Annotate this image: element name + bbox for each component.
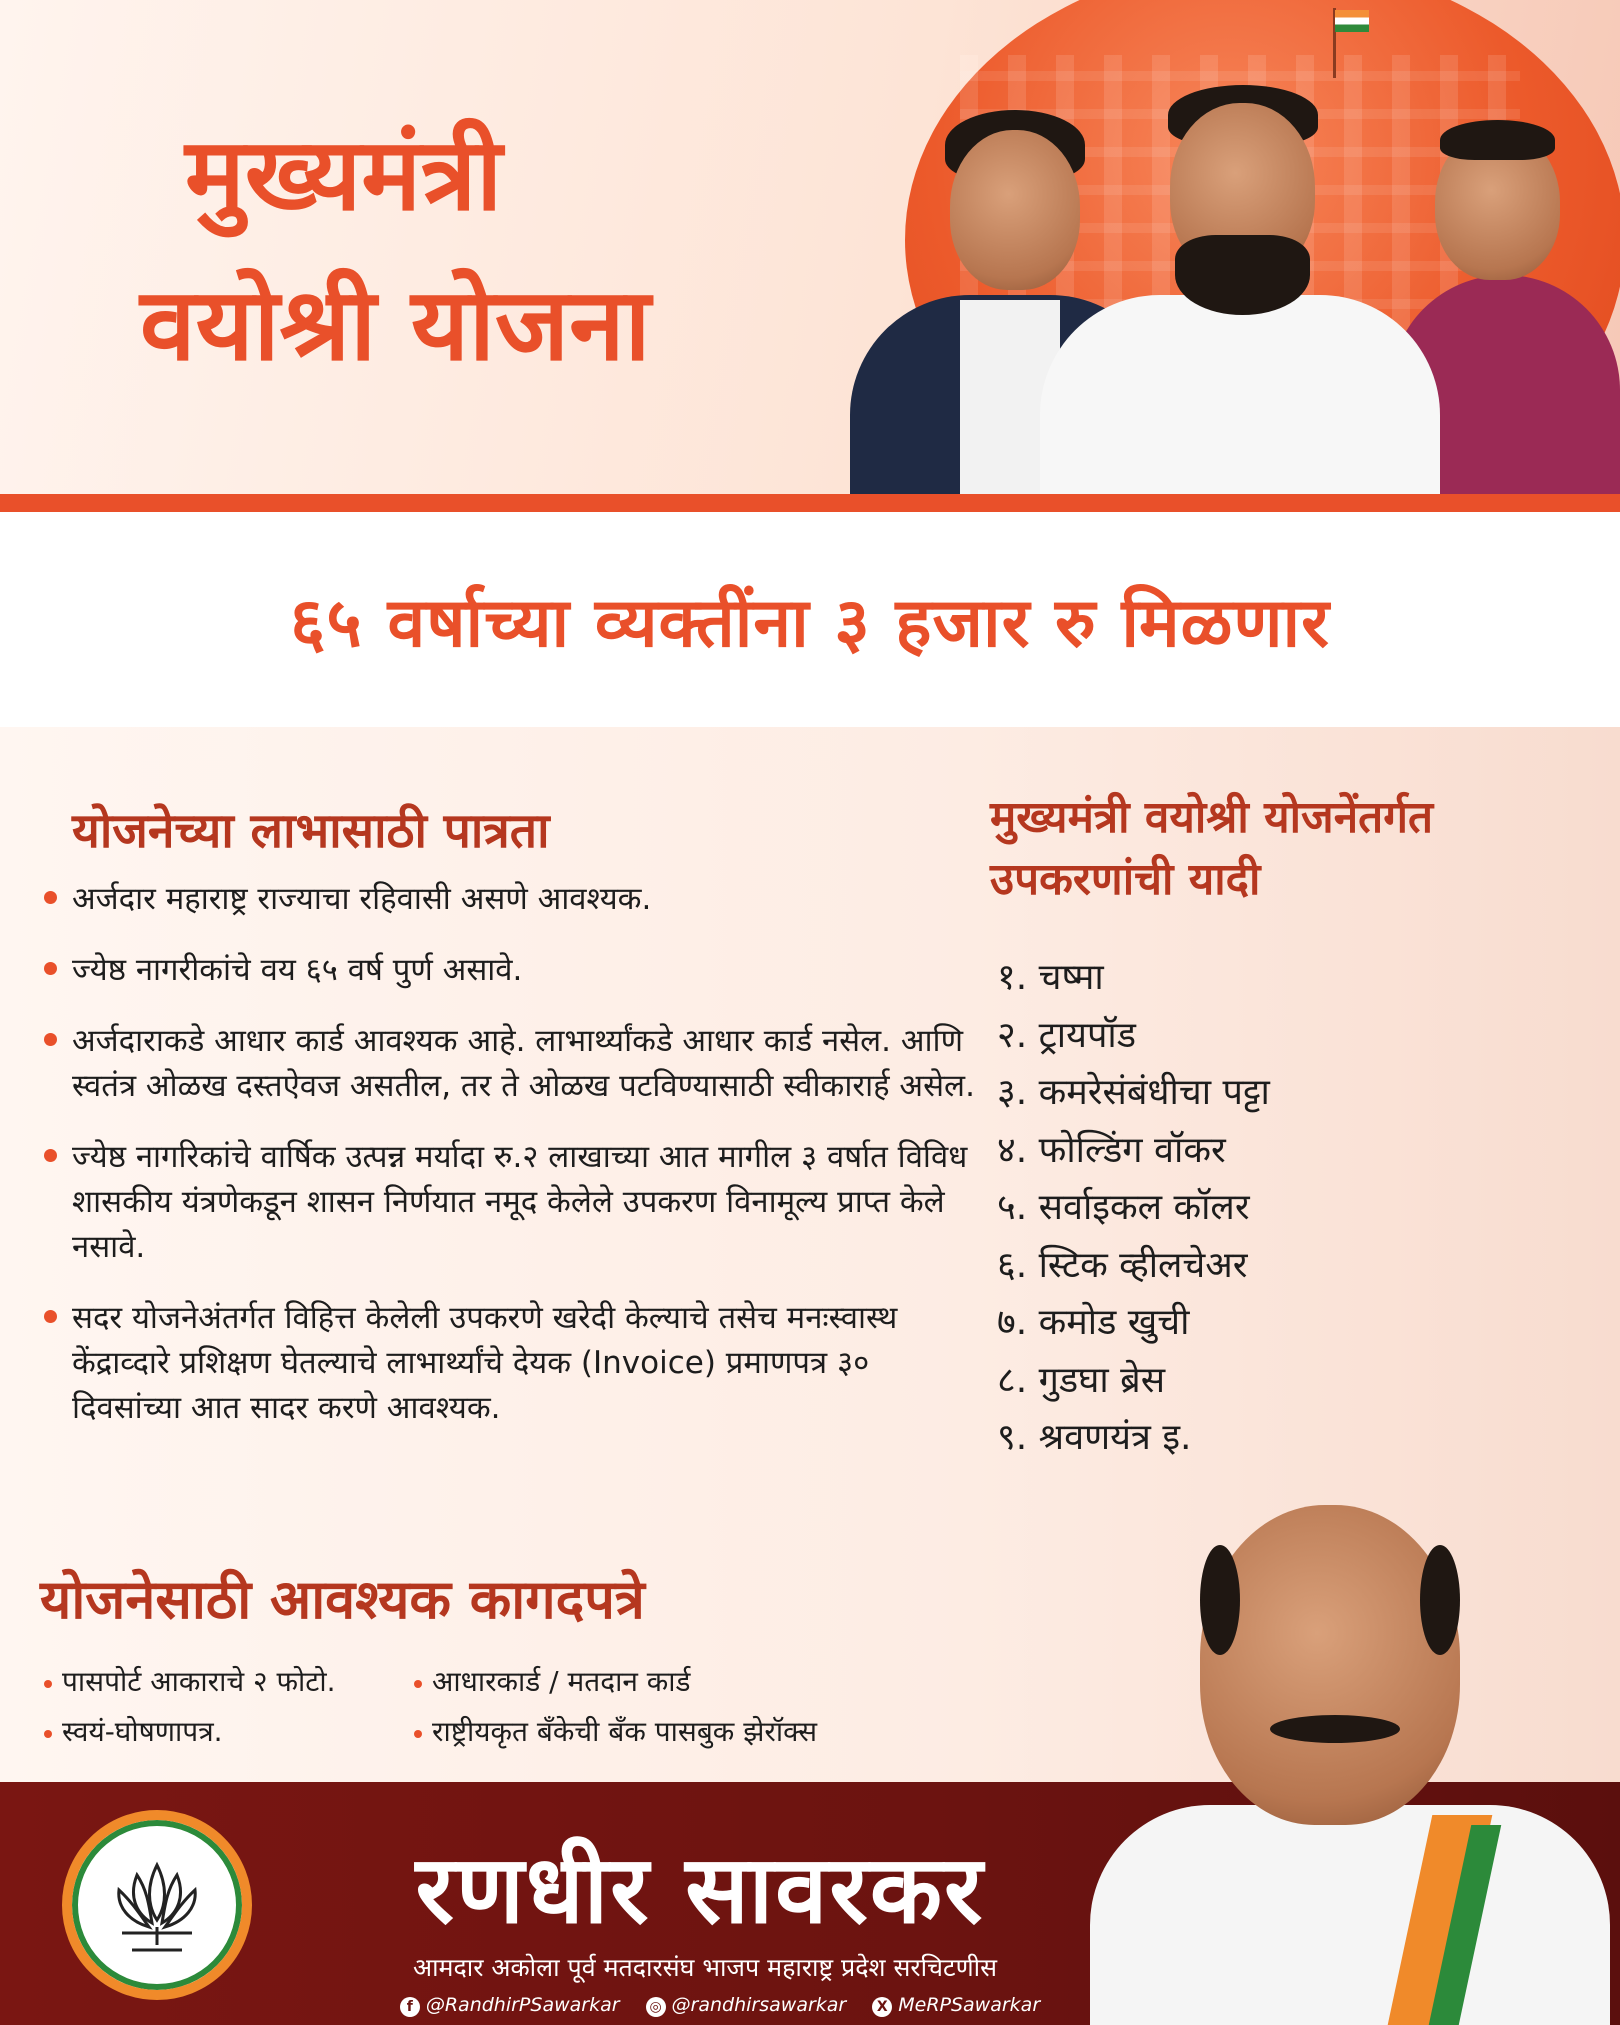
document-item: स्वयं-घोषणापत्र.	[40, 1712, 410, 1752]
mla-portrait	[1080, 1505, 1620, 2025]
equipment-item: ५. सर्वाइकल कॉलर	[997, 1187, 1250, 1228]
equipment-list	[997, 949, 1557, 1467]
headline-banner	[0, 512, 1620, 727]
equipment-title-line-2: उपकरणांची यादी	[990, 854, 1261, 905]
equipment-title	[990, 787, 1620, 911]
leader-name: रणधीर सावरकर	[415, 1835, 985, 1945]
equipment-title-line-1: मुख्यमंत्री वयोश्री योजनेंतर्गत	[990, 792, 1434, 843]
facebook-link[interactable]: f @RandhirPSawarkar	[400, 1994, 620, 2017]
document-item: राष्ट्रीयकृत बँकेची बँक पासबुक झेरॉक्स	[410, 1712, 930, 1752]
flag-icon	[1335, 10, 1369, 32]
leader-portrait-center	[1040, 85, 1440, 500]
eligibility-title: योजनेच्या लाभासाठी पात्रता	[72, 803, 550, 859]
documents-title: योजनेसाठी आवश्यक कागदपत्रे	[40, 1568, 645, 1631]
equipment-item: २. ट्रायपॉड	[997, 1014, 1136, 1056]
equipment-item: ६. स्टिक व्हीलचेअर	[997, 1244, 1248, 1286]
document-item: पासपोर्ट आकाराचे २ फोटो.	[40, 1662, 410, 1702]
equipment-item: ७. कमोड खुची	[997, 1302, 1190, 1343]
equipment-item: ८. गुडघा ब्रेस	[997, 1359, 1166, 1401]
eligibility-item: ज्येष्ठ नागरिकांचे वार्षिक उत्पन्न मर्यादा रु.२ लाखाच्या आत मागील ३ वर्षात विविध शासकीय यंत्रणेकडून शासन निर्णयात नमूद केलेले उपकरण विनामूल्य प्राप्त केले नसावे.	[40, 1135, 980, 1270]
headline-text: ६५ वर्षाच्या व्यक्तींना ३ हजार रु मिळणार	[290, 584, 1330, 663]
lotus-icon	[97, 1845, 217, 1965]
header-section	[0, 0, 1620, 500]
equipment-item: १. चष्मा	[997, 957, 1104, 998]
social-links	[360, 1994, 1080, 2017]
eligibility-list	[40, 877, 980, 1457]
title-line-1: मुख्यमंत्री	[185, 116, 503, 233]
equipment-item: ४. फोल्डिंग वॉकर	[997, 1129, 1226, 1171]
equipment-item: ९. श्रवणयंत्र इ.	[997, 1417, 1192, 1458]
page-title	[140, 100, 920, 400]
instagram-link[interactable]: ◎ @randhirsawarkar	[646, 1994, 847, 2017]
eligibility-item: अर्जदाराकडे आधार कार्ड आवश्यक आहे. लाभार्थ्यांकडे आधार कार्ड नसेल. आणि स्वतंत्र ओळख दस्तऐवज असतील, तर ते ओळख पटविण्यासाठी स्वीकारार्ह असेल.	[40, 1019, 980, 1109]
title-line-2: वयोश्री योजना	[140, 266, 651, 383]
x-icon: X	[872, 1997, 892, 2017]
eligibility-item: सदर योजनेअंतर्गत विहित्त केलेली उपकरणे खरेदी केल्याचे तसेच मनःस्वास्थ केंद्राव्दारे प्रशिक्षण घेतल्याचे लाभार्थ्यांचे देयक (Invoice) प्रमाणपत्र ३० दिवसांच्या आत सादर करणे आवश्यक.	[40, 1296, 980, 1431]
header-divider	[0, 494, 1620, 512]
bjp-lotus-logo	[62, 1810, 252, 2000]
instagram-icon: ◎	[646, 1997, 666, 2017]
eligibility-item: ज्येष्ठ नागरीकांचे वय ६५ वर्ष पुर्ण असावे.	[40, 948, 980, 993]
document-item: आधारकार्ड / मतदान कार्ड	[410, 1662, 930, 1702]
x-link[interactable]: X MeRPSawarkar	[872, 1994, 1040, 2017]
eligibility-item: अर्जदार महाराष्ट्र राज्याचा रहिवासी असणे आवश्यक.	[40, 877, 980, 922]
facebook-icon: f	[400, 1997, 420, 2017]
leader-designation: आमदार अकोला पूर्व मतदारसंघ भाजप महाराष्ट्र प्रदेश सरचिटणीस	[412, 1953, 998, 1982]
documents-list	[40, 1662, 960, 1752]
equipment-item: ३. कमरेसंबंधीचा पट्टा	[997, 1072, 1270, 1113]
